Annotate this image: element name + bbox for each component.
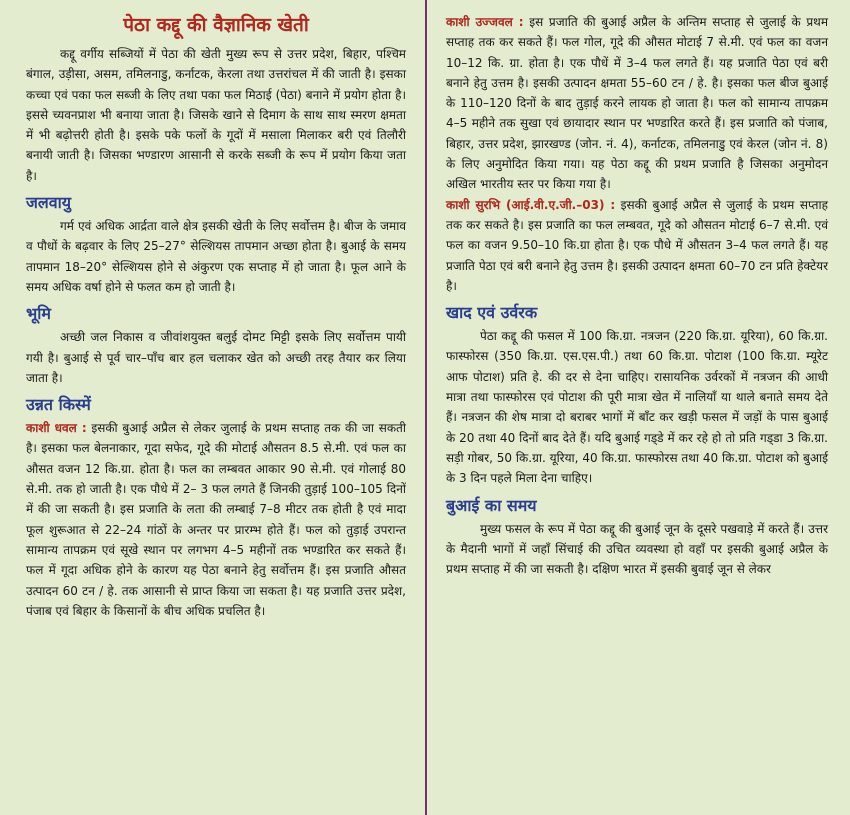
varieties-heading: उन्नत किस्में bbox=[26, 395, 91, 415]
kashi-ujjwal-paragraph bbox=[446, 12, 828, 195]
intro-paragraph: कद्दू वर्गीय सब्जियों में पेठा की खेती मुख्य रूप से उत्तर प्रदेश, बिहार, पश्चिम बंगाल, उड़ीसा, असम, तमिलनाडु, कर्नाटक, केरला तथा उत्तरांचल में की जाती है। इसका कच्चा एवं पका फल सब्जी के लिए तथा पका फल मिठाई (पेठा) बनाने में प्रयोग होता है। इससे च्यवनप्राश भी बनाया जाता है। जिसके खाने से दिमाग के साथ साथ स्मरण क्षमता में भी बढ़ोत्तरी होती है। इसके पके फलों के गूदों में मसाला मिलाकर बरी एवं तिलौरी बनायी जाती है। जिसका भण्डारण आसानी से करके सब्जी के रूप में प्रयोग किया जता है। bbox=[26, 47, 406, 183]
kashi-surabhi-paragraph bbox=[446, 195, 828, 296]
fertilizer-paragraph: पेठा कद्दू की फसल में 100 कि.ग्रा. नत्रजन (220 कि.ग्रा. यूरिया), 60 कि.ग्रा. फास्फोरस (350 कि.ग्रा. एस.एस.पी.) तथा 60 कि.ग्रा. पोटाश (100 कि.ग्रा. म्यूरेट आफ पोटाश) प्रति हे. की दर से देना चाहिए। रासायनिक उर्वरकों में नत्रजन की आधी मात्रा तथा फास्फोरस एवं पोटाश की पूरी मात्रा खेत में नालियाँ या थाले बनाते समय देते हैं। नत्रजन की शेष मात्रा दो बराबर भागों में बाँट कर खड़ी फसल में जड़ों के पास बुआई के 20 तथा 40 दिनों बाद देते हैं। यदि बुआई गड्‌डे में कर रहे हो तो प्रति गड्‌डा 3 कि.ग्रा. सड़ी गोबर, 50 कि.ग्रा. यूरिया, 40 कि.ग्रा. फास्फोरस तथा 40 कि.ग्रा. पोटाश को बुआई के 3 दिन पहले मिला देना चाहिए। bbox=[446, 329, 828, 486]
left-column bbox=[0, 0, 420, 815]
kashi-surabhi-text: इसकी बुआई अप्रैल से जुलाई के प्रथम सप्ताह तक कर सकते है। इस प्रजाति का फल लम्बवत, गूदे को औसतन मोटाई 6–7 से.मी. एवं फल का वजन 9.50–10 कि.ग्रा होता है। एक पौधे में औसतन 3–4 फल लगते हैं। यह प्रजाति पेठा एवं बरी बनाने हेतु उत्तम है। इसकी उत्पादन क्षमता 60–70 टन प्रति हेक्टेयर है। bbox=[446, 197, 828, 293]
soil-heading: भूमि bbox=[26, 304, 51, 324]
sowing-time-paragraph: मुख्य फसल के रूप में पेठा कद्दू की बुआई जून के दूसरे पखवाड़े में करते हैं। उत्तर के मैदानी भागों में जहाँ सिंचाई की उचित व्यवस्था हो वहाँ पर इसकी बुआई अप्रैल के प्रथम सप्ताह में की जा सकती है। दक्षिण भारत में इसकी बुवाई जून से लेकर bbox=[446, 521, 828, 577]
right-column bbox=[432, 0, 850, 815]
fertilizer-heading: खाद एवं उर्वरक bbox=[446, 303, 538, 323]
soil-paragraph: अच्छी जल निकास व जीवांशयुक्त बलुई दोमट मिट्टी इसके लिए सर्वोत्तम पायी गयी है। बुआई से पूर्व चार–पाँच बार हल चलाकर खेत को अच्छी तरह तैयार कर लिया जाता है। bbox=[26, 330, 406, 385]
kashi-dhawal-text: इसकी बुआई अप्रैल से लेकर जुलाई के प्रथम सप्ताह तक की जा सकती है। इसका फल बेलनाकार, गूदा सफेद, गूदे की मोटाई औसतन 8.5 से.मी. एवं फल का औसत वजन 12 कि.ग्रा. होता है। फल का लम्बवत आकार 90 से.मी. एवं गोलाई 80 से.मी. तक हो जाती है। एक पौधे में 2– 3 फल लगते हैं जिनकी तुड़ाई 100–105 दिनों में की जा सकती है। इस प्रजाति के लता की लम्बाई 7–8 मीटर तक होती है एवं मादा फूल शुरूआत से 22–24 गांठों के अन्तर पर प्रारम्भ होते हैं। फल को तुड़ाई उपरान्त सामान्य तापक्रम एवं सूखे स्थान पर लगभग 4–5 महीनों तक भण्डारित कर सकते हैं। फल में गूदा अधिक होने के कारण यह पेठा बनाने हेतु सर्वोत्तम हैं। इस प्रजाति औसत उत्पादन 60 टन / हे. तक आसानी से प्राप्त किया जा सकता है। यह प्रजाति उत्तर प्रदेश, पंजाब एवं बिहार के किसानों के बीच अधिक प्रचलित है। bbox=[26, 421, 406, 618]
article-title: पेठा कद्दू की वैज्ञानिक खेती bbox=[123, 14, 309, 36]
kashi-dhawal-paragraph bbox=[26, 418, 406, 621]
kashi-ujjwal-label: काशी उज्जवल : bbox=[446, 15, 524, 29]
climate-heading: जलवायु bbox=[26, 193, 72, 213]
sowing-time-heading: बुआई का समय bbox=[446, 495, 537, 515]
climate-paragraph: गर्म एवं अधिक आर्द्रता वाले क्षेत्र इसकी खेती के लिए सर्वोत्तम है। बीज के जमाव व पौधों के बढ़वार के लिए 25–27° सेल्शियस तापमान अच्छा होता है। बुआई के समय तापमान 18–20° सेल्शियस होने से अंकुरण एक सप्ताह में हो जाता है। फूल आने के समय अधिक वर्षा होने से फलत कम हो जाती है। bbox=[26, 219, 406, 294]
kashi-ujjwal-text: इस प्रजाति की बुआई अप्रैल के अन्तिम सप्ताह से जुलाई के प्रथम सप्ताह तक कर सकते हैं। फल गोल, गूदे की औसत मोटाई 7 से.मी. एवं फल का वजन 10–12 कि. ग्रा. होता है। एक पौधें में 3–4 फल लगते हैं। यह प्रजाति पेठा एवं बरी बनाने हेतु उत्तम है। इसकी उत्पादन क्षमता 55–60 टन / हे. है। इसका फल बीज बुआई के 110–120 दिनों के बाद तुड़ाई करने लायक हो जाता है। फल को सामान्य तापक्रम 4–5 महीने तक सुखा एवं छायादार स्थान पर भण्डारित करते हैं। इस प्रजाति को पंजाब, बिहार, उत्तर प्रदेश, झारखण्ड (जोन. नं. 4), कर्नाटक, तमिलनाडु एवं केरल (जोन नं. 8) के लिए अनुमोदित किया गया। यह पेठा कद्दू की प्रथम प्रजाति है जिसका अनुमोदन अखिल भारतीय स्तर पर किया गया है। bbox=[446, 15, 828, 192]
column-divider bbox=[425, 0, 427, 815]
kashi-dhawal-label: काशी धवल : bbox=[26, 421, 87, 436]
kashi-surabhi-label: काशी सुरभि (आई.वी.ए.जी.–03) : bbox=[446, 197, 616, 212]
